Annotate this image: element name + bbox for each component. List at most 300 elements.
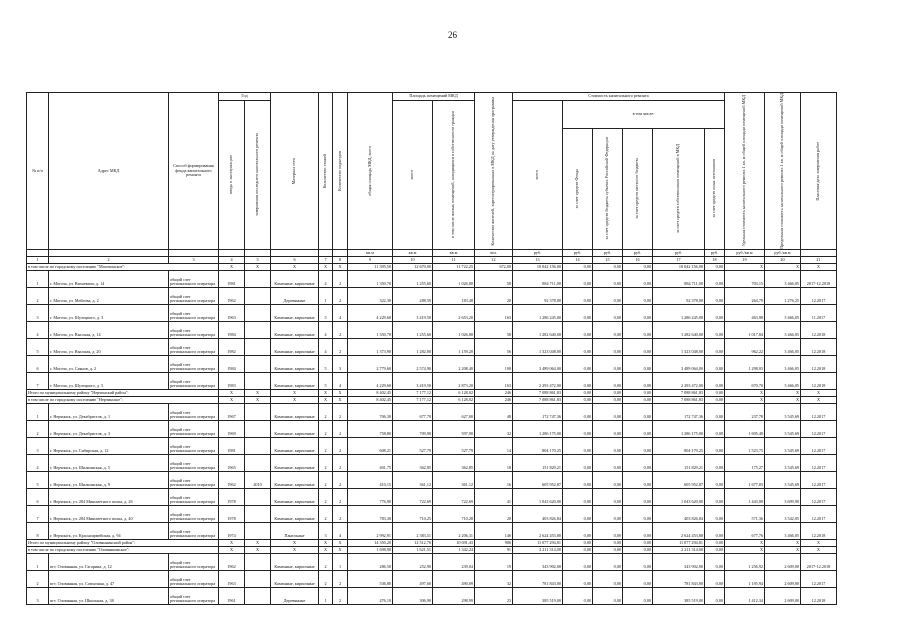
row-value: X: [319, 546, 333, 553]
row-value: 0,00: [563, 270, 593, 287]
row-value: X: [319, 396, 333, 403]
row-address: г. Нерчинск, ул. Сибирская, д. 12: [49, 437, 169, 454]
table-row: [27, 321, 837, 338]
row-value: 3 542,05: [765, 505, 801, 522]
index-cell: 6: [271, 256, 319, 263]
table-row: [27, 553, 837, 570]
header-label: Количество подъездов: [336, 150, 342, 191]
row-value: 0,00: [593, 396, 623, 403]
row-value: 2: [333, 570, 348, 587]
row-value: 463,98: [725, 304, 765, 321]
unit-cell: кв.м: [348, 249, 393, 256]
row-method: общий счет регионального оператора: [169, 437, 219, 454]
table-row: [27, 372, 837, 389]
row-value: 100: [475, 355, 513, 372]
row-value: 2: [333, 270, 348, 287]
row-value: Каменные, кирпичные: [271, 553, 319, 570]
row-value: 3 466,05: [765, 270, 801, 287]
index-cell: 2: [49, 256, 169, 263]
row-value: 2 293 472,00: [513, 372, 563, 389]
header-row: [27, 93, 837, 101]
index-cell: 7: [319, 256, 333, 263]
row-value: 7 088 861,83: [653, 389, 705, 396]
row-value: 0,00: [593, 454, 623, 471]
row-value: 722,69: [433, 488, 475, 505]
row-value: 18: [475, 454, 513, 471]
row-number: 6: [27, 488, 49, 505]
row-value: 2 293 472,00: [653, 372, 705, 389]
row-value: 0,00: [563, 471, 593, 488]
row-value: 2: [319, 505, 333, 522]
row-value: 2: [333, 587, 348, 604]
row-value: 2: [333, 420, 348, 437]
unit-cell: руб.: [705, 249, 725, 256]
index-cell: 8: [333, 256, 348, 263]
row-value: 1 373,90: [348, 338, 393, 355]
header-label: за счет средств бюджета субъекта Российской Федерации: [604, 137, 610, 241]
row-value: 163: [475, 372, 513, 389]
row-value: 11 395,50: [348, 263, 393, 270]
row-value: 2010: [245, 471, 271, 488]
row-value: X: [333, 263, 348, 270]
row-value: X: [245, 546, 271, 553]
row-value: X: [333, 546, 348, 553]
row-address: пгт. Оловянная, ул. Совхозная, д. 47: [49, 570, 169, 587]
row-value: 2 779,60: [348, 355, 393, 372]
header-address: Адрес МКД: [49, 93, 169, 250]
row-value: 2 609,00: [765, 570, 801, 587]
row-value: 2 211 314,00: [653, 546, 705, 553]
row-value: 0,00: [623, 522, 653, 539]
row-value: X: [725, 396, 765, 403]
row-value: 608,21: [348, 437, 393, 454]
row-value: 2: [319, 454, 333, 471]
row-value: 2: [319, 570, 333, 587]
row-value: 12.2018: [801, 321, 837, 338]
row-value: 0,00: [705, 396, 725, 403]
row-method: общий счет регионального оператора: [169, 338, 219, 355]
row-value: 91: [475, 546, 513, 553]
row-value: 0,00: [705, 587, 725, 604]
row-value: X: [765, 396, 801, 403]
row-value: 1 017,84: [725, 321, 765, 338]
row-value: X: [725, 389, 765, 396]
row-value: 20: [475, 505, 513, 522]
row-value: X: [801, 263, 837, 270]
row-value: 0,00: [593, 437, 623, 454]
header-floors: [319, 93, 333, 250]
row-value: 3 545,69: [765, 454, 801, 471]
row-value: 286,50: [348, 553, 393, 570]
row-value: Каменные, кирпичные: [271, 270, 319, 287]
row-value: 0,00: [593, 570, 623, 587]
row-value: 12.2017: [801, 420, 837, 437]
row-value: 0,00: [563, 587, 593, 604]
row-value: 0,00: [623, 287, 653, 304]
row-value: 0,00: [705, 471, 725, 488]
row-value: 12 670,00: [393, 263, 433, 270]
row-value: 4: [319, 270, 333, 287]
row-value: 1 350,70: [348, 270, 393, 287]
row-value: 7 088 861,83: [653, 396, 705, 403]
row-value: 2: [333, 403, 348, 420]
row-value: 362,85: [433, 454, 475, 471]
row-value: 1982: [219, 338, 245, 355]
row-value: 3 466,05: [765, 372, 801, 389]
row-value: 7 088 861,83: [513, 396, 563, 403]
row-number: 7: [27, 505, 49, 522]
header-label: Материал стен: [291, 157, 297, 185]
row-number: 3: [27, 304, 49, 321]
row-value: 16: [475, 471, 513, 488]
row-value: 0,00: [705, 304, 725, 321]
row-value: 0,00: [705, 263, 725, 270]
row-value: 0,00: [563, 505, 593, 522]
row-value: 0,00: [705, 355, 725, 372]
header-label: всего: [534, 170, 540, 180]
row-number: 3: [27, 437, 49, 454]
row-value: 962,22: [725, 338, 765, 355]
row-value: 12.2017: [801, 488, 837, 505]
row-address: пгт. Оловянная, ул. Школьная, д. 38: [49, 587, 169, 604]
row-value: 58: [475, 321, 513, 338]
header-max-cost: [765, 93, 801, 250]
header-label: за счет средств иных источников: [711, 159, 717, 219]
row-value: 0,00: [563, 539, 593, 546]
row-method: общий счет регионального оператора: [169, 372, 219, 389]
row-value: Деревянные: [271, 587, 319, 604]
row-value: 776,90: [348, 488, 393, 505]
row-value: [245, 321, 271, 338]
row-value: 1 412,34: [725, 587, 765, 604]
row-value: X: [725, 263, 765, 270]
row-address: г. Нерчинск, ул. Шилкинская, д. 5: [49, 454, 169, 471]
table-body: [27, 93, 837, 605]
row-value: 781 843,00: [513, 570, 563, 587]
row-value: 3 466,05: [765, 321, 801, 338]
row-value: 151 829,21: [513, 454, 563, 471]
row-value: 605 952,87: [653, 471, 705, 488]
summary-label: Итого по муниципальному району "Нерчинский район":: [27, 389, 219, 396]
row-value: 1967: [219, 403, 245, 420]
header-label: Количество жителей, зарегистрированных в МКД на дату утверждения программы: [490, 96, 496, 246]
row-value: 0,00: [563, 522, 593, 539]
row-value: 1 026,80: [433, 321, 475, 338]
table-row: [27, 304, 837, 321]
row-value: 1 255,60: [393, 270, 433, 287]
row-value: X: [219, 389, 245, 396]
row-address: г. Могоча, ул. Шулецкого, д. 3: [49, 304, 169, 321]
row-value: 401,75: [348, 454, 393, 471]
row-address: г. Могоча, ул. Высокая, д. 20: [49, 338, 169, 355]
row-method: общий счет регионального оператора: [169, 587, 219, 604]
row-value: X: [271, 546, 319, 553]
row-value: 0,00: [563, 321, 593, 338]
row-value: 0,00: [593, 488, 623, 505]
row-value: 0,00: [623, 396, 653, 403]
row-value: 1 323 048,00: [653, 338, 705, 355]
header-cost-group: Стоимость капитального ремонта: [513, 93, 725, 101]
row-value: Каменные, кирпичные: [271, 570, 319, 587]
header-label: за счет средств местного бюджета: [634, 158, 640, 220]
row-value: 0,00: [705, 372, 725, 389]
row-value: 56: [475, 338, 513, 355]
row-value: 476,10: [348, 587, 393, 604]
row-method: общий счет регионального оператора: [169, 505, 219, 522]
row-value: 3 489 064,00: [653, 355, 705, 372]
row-value: 0,00: [563, 437, 593, 454]
column-index-row: [27, 256, 837, 263]
unit-cell: [27, 249, 49, 256]
row-value: 1 256,92: [725, 553, 765, 570]
row-value: 403 826,84: [653, 505, 705, 522]
row-value: 41: [475, 488, 513, 505]
index-cell: 1: [27, 256, 49, 263]
row-value: [245, 420, 271, 437]
row-value: 2 609,00: [765, 553, 801, 570]
row-value: [245, 570, 271, 587]
row-value: X: [765, 546, 801, 553]
row-value: 0,00: [563, 304, 593, 321]
index-cell: 5: [245, 256, 271, 263]
row-value: 0,00: [593, 553, 623, 570]
row-value: 781 843,00: [653, 570, 705, 587]
row-value: 1 043 620,00: [653, 488, 705, 505]
row-value: 3 699,90: [765, 488, 801, 505]
row-number: 8: [27, 522, 49, 539]
index-cell: 4: [219, 256, 245, 263]
header-year-group: Год: [219, 93, 271, 101]
header-year-built: [219, 101, 245, 250]
index-cell: 18: [705, 256, 725, 263]
header-area-group: Площадь помещений МКД: [393, 93, 475, 101]
row-value: 0,00: [705, 570, 725, 587]
row-value: 2017-12.2018: [801, 553, 837, 570]
units-row: [27, 249, 837, 256]
row-value: 12.2017: [801, 403, 837, 420]
row-number: 1: [27, 553, 49, 570]
row-value: 0,00: [623, 321, 653, 338]
row-value: Каменные, кирпичные: [271, 403, 319, 420]
row-method: общий счет регионального оператора: [169, 488, 219, 505]
row-value: 0,00: [623, 505, 653, 522]
row-value: X: [271, 539, 319, 546]
row-value: X: [245, 539, 271, 546]
row-value: 2: [333, 287, 348, 304]
row-value: 4 229,60: [348, 304, 393, 321]
row-value: 58: [475, 270, 513, 287]
row-value: 677,76: [725, 522, 765, 539]
row-method: общий счет регионального оператора: [169, 304, 219, 321]
unit-cell: руб.: [513, 249, 563, 256]
row-value: 1 677,83: [725, 471, 765, 488]
index-cell: 12: [475, 256, 513, 263]
row-value: 0,00: [563, 403, 593, 420]
table-row: [27, 587, 837, 604]
row-value: 0,00: [623, 270, 653, 287]
row-value: 1 342,24: [433, 546, 475, 553]
row-value: 1 523,75: [725, 437, 765, 454]
row-value: 0,00: [705, 287, 725, 304]
row-method: общий счет регионального оператора: [169, 321, 219, 338]
row-value: [245, 454, 271, 471]
row-value: X: [333, 389, 348, 396]
row-value: 710,25: [393, 505, 433, 522]
row-value: 3 545,69: [765, 471, 801, 488]
row-value: 8 402,45: [348, 396, 393, 403]
header-entrances: [333, 93, 348, 250]
header-other: [705, 128, 725, 249]
row-value: 906: [475, 539, 513, 546]
row-value: 2: [333, 505, 348, 522]
row-value: 0,00: [563, 372, 593, 389]
row-address: г. Нерчинск, ул. Красноармейская, д. 94: [49, 522, 169, 539]
row-value: 706,30: [348, 403, 393, 420]
row-value: 4: [319, 321, 333, 338]
row-value: 362,85: [393, 454, 433, 471]
row-value: 1969: [219, 420, 245, 437]
row-value: Каменные, кирпичные: [271, 454, 319, 471]
row-method: общий счет регионального оператора: [169, 522, 219, 539]
index-cell: 19: [725, 256, 765, 263]
unit-cell: кв.м: [393, 249, 433, 256]
row-value: 2: [319, 403, 333, 420]
row-number: 3: [27, 587, 49, 604]
header-num: № п/п: [27, 93, 49, 250]
row-value: 0,00: [593, 471, 623, 488]
row-value: X: [801, 546, 837, 553]
row-value: 497,60: [393, 570, 433, 587]
row-value: 0,00: [563, 546, 593, 553]
index-cell: 16: [623, 256, 653, 263]
row-value: 1 282,00: [393, 338, 433, 355]
row-value: X: [245, 396, 271, 403]
row-value: 0,00: [623, 570, 653, 587]
row-value: Каменные, кирпичные: [271, 321, 319, 338]
row-value: 11 722,25: [433, 263, 475, 270]
row-value: 0,00: [623, 488, 653, 505]
row-value: 2: [333, 471, 348, 488]
row-value: 1962: [219, 287, 245, 304]
row-value: 264,79: [725, 287, 765, 304]
header-label: за счет средств собственников помещений в МКД: [675, 144, 681, 234]
row-address: г. Могоча, ул. Шулецкого, д. 5: [49, 372, 169, 389]
row-value: 12.2017: [801, 437, 837, 454]
row-value: 2: [319, 488, 333, 505]
row-method: общий счет регионального оператора: [169, 471, 219, 488]
table-row: [27, 522, 837, 539]
index-cell: 13: [513, 256, 563, 263]
unit-cell: [245, 249, 271, 256]
unit-cell: [219, 249, 245, 256]
row-value: 1 255,60: [393, 321, 433, 338]
row-value: 0,00: [623, 338, 653, 355]
unit-cell: чел.: [475, 249, 513, 256]
row-value: 6 128,02: [433, 389, 475, 396]
row-value: 1981: [219, 270, 245, 287]
summary-row: [27, 263, 837, 270]
row-value: 527,79: [393, 437, 433, 454]
row-value: X: [319, 389, 333, 396]
row-value: 884 711,00: [653, 270, 705, 287]
row-value: 0,00: [593, 587, 623, 604]
header-area-res: [433, 101, 475, 250]
row-value: 12.2017: [801, 505, 837, 522]
row-value: 0,00: [563, 263, 593, 270]
row-value: 343 902,00: [513, 553, 563, 570]
row-value: 1 026,80: [433, 270, 475, 287]
row-value: 0,00: [563, 570, 593, 587]
row-value: 7 088 861,83: [513, 389, 563, 396]
row-value: 0,00: [705, 522, 725, 539]
row-value: 385 519,00: [653, 587, 705, 604]
row-address: г. Могоча, ул. Вихаевича, д. 14: [49, 270, 169, 287]
row-number: 2: [27, 570, 49, 587]
row-value: 12.2018: [801, 372, 837, 389]
row-value: X: [801, 396, 837, 403]
row-value: 0,00: [563, 389, 593, 396]
row-address: г. Могоча, ул. Мейсова, д. 2: [49, 287, 169, 304]
table-row: [27, 570, 837, 587]
row-value: 0,00: [623, 471, 653, 488]
row-value: 12.2018: [801, 355, 837, 372]
row-value: 2 873,20: [433, 372, 475, 389]
row-value: 0,00: [705, 553, 725, 570]
row-number: 5: [27, 338, 49, 355]
summary-label: в том числе по городскому поселению "Оловяннинское":: [27, 546, 219, 553]
row-value: 23: [475, 587, 513, 604]
row-value: 2 574,90: [393, 355, 433, 372]
row-address: г. Нерчинск, ул. 284 Минометного полка, д. 40: [49, 505, 169, 522]
row-value: 884 711,00: [513, 270, 563, 287]
row-value: 0,00: [705, 321, 725, 338]
row-value: 3 489 064,00: [513, 355, 563, 372]
row-value: 1 276,25: [765, 287, 801, 304]
row-value: 0,00: [593, 287, 623, 304]
row-value: 1 286 245,00: [653, 304, 705, 321]
row-value: X: [271, 263, 319, 270]
unit-cell: кв.м: [433, 249, 475, 256]
row-value: 0,00: [593, 355, 623, 372]
row-value: 298,99: [433, 587, 475, 604]
table-row: [27, 287, 837, 304]
row-number: 5: [27, 471, 49, 488]
header-wall: [271, 93, 319, 250]
row-value: 12 512,76: [393, 539, 433, 546]
row-value: 246: [475, 396, 513, 403]
row-value: 0,00: [593, 389, 623, 396]
row-address: г. Нерчинск, ул. 284 Минометного полка, д. 26: [49, 488, 169, 505]
table-row: [27, 420, 837, 437]
row-value: 4: [333, 522, 348, 539]
row-number: 6: [27, 355, 49, 372]
row-value: 4 229,60: [348, 372, 393, 389]
row-value: 0,00: [563, 553, 593, 570]
row-value: 1 195,94: [725, 570, 765, 587]
row-number: 4: [27, 321, 49, 338]
table-row: [27, 270, 837, 287]
row-value: 709,90: [393, 420, 433, 437]
row-value: 32: [475, 570, 513, 587]
table-row: [27, 355, 837, 372]
row-value: 0,00: [623, 403, 653, 420]
row-value: 361,12: [393, 471, 433, 488]
header-label: Плановая дата завершения работ: [815, 141, 821, 201]
row-method: общий счет регионального оператора: [169, 420, 219, 437]
header-deadline: [801, 93, 837, 250]
row-value: 2: [333, 338, 348, 355]
page-number: 26: [448, 30, 457, 40]
